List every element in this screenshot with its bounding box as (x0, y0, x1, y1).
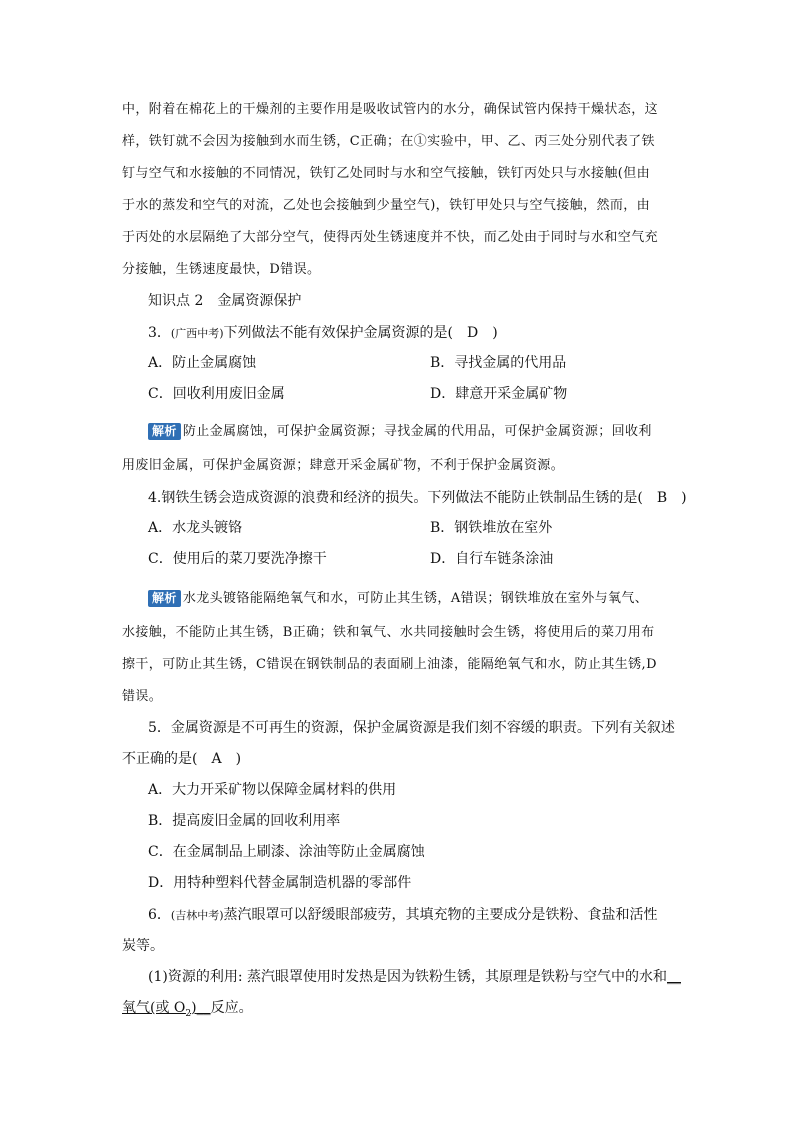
option-a: A．水龙头镀铬 (148, 520, 243, 536)
analysis-line: 用废旧金属，可保护金属资源；肆意开采金属矿物，不利于保护金属资源。 (122, 458, 565, 473)
analysis-line: 水接触，不能防止其生锈，B正确；铁和氧气、水共同接触时会生锈，将使用后的菜刀用布 (122, 625, 655, 640)
option-c: C．回收利用废旧金属 (148, 386, 285, 402)
explanation-line: 分接触，生锈速度最快，D错误。 (122, 262, 321, 277)
option-d: D．用特种塑料代替金属制造机器的零部件 (148, 875, 412, 891)
blank-tail: __ (196, 1000, 211, 1016)
analysis-line (148, 589, 648, 609)
sub1-text: (1)资源的利用: 蒸汽眼罩使用时发热是因为铁粉生锈，其原理是铁粉与空气中的水和 (148, 969, 667, 985)
analysis-badge: 解析 (148, 590, 181, 607)
option-a: A．防止金属腐蚀 (148, 355, 257, 371)
analysis-badge: 解析 (148, 423, 181, 440)
option-b: B．提高废旧金属的回收利用率 (148, 813, 341, 829)
question-3-stem (148, 323, 498, 344)
analysis-text: 防止金属腐蚀，可保护金属资源；寻找金属的代用品，可保护金属资源；回收利 (182, 424, 652, 439)
question-source: (吉林中考) (170, 909, 224, 922)
blank-lead: __ (667, 969, 681, 985)
option-c: C．在金属制品上刷漆、涂油等防止金属腐蚀 (148, 844, 425, 860)
explanation-line: 钉与空气和水接触的不同情况，铁钉乙处同时与水和空气接触，铁钉丙处只与水接触(但由 (122, 166, 651, 181)
question-5-stem-line2: 不正确的是( A ) (122, 751, 242, 767)
question-number: 6． (148, 907, 171, 923)
option-b: B．寻找金属的代用品 (430, 355, 567, 371)
question-text: 蒸汽眼罩可以舒缓眼部疲劳，其填充物的主要成分是铁粉、食盐和活性 (223, 907, 658, 923)
question-6-sub1-answer-line (122, 998, 253, 1024)
analysis-line (148, 422, 652, 442)
question-6-stem-line2: 炭等。 (122, 938, 164, 954)
question-number: 3． (148, 325, 171, 341)
explanation-line: 于水的蒸发和空气的对流，乙处也会接触到少量空气)，铁钉甲处只与空气接触，然而，由 (122, 198, 651, 213)
option-d: D．自行车链条涂油 (430, 551, 554, 567)
question-4-stem: 4.钢铁生锈会造成资源的浪费和经济的损失。下列做法不能防止铁制品生锈的是( B ) (148, 490, 687, 506)
option-a: A．大力开采矿物以保障金属材料的供用 (148, 782, 397, 798)
question-source: (广西中考) (170, 327, 224, 340)
explanation-line: 样，铁钉就不会因为接触到水而生锈，C正确；在①实验中，甲、乙、丙三处分别代表了铁 (122, 134, 655, 149)
section-title: 知识点 2 金属资源保护 (148, 293, 302, 309)
option-c: C．使用后的菜刀要洗净擦干 (148, 551, 327, 567)
sub1-end: 反应。 (210, 1000, 253, 1016)
answer-subscript: 2 (185, 1008, 192, 1019)
question-6-sub1 (148, 967, 681, 987)
option-d: D．肆意开采金属矿物 (430, 386, 568, 402)
analysis-line: 擦干，可防止其生锈，C错误在钢铁制品的表面刷上油漆，能隔绝氧气和水，防止其生锈,D (122, 657, 657, 672)
option-b: B．钢铁堆放在室外 (430, 520, 553, 536)
explanation-line: 中，附着在棉花上的干燥剂的主要作用是吸收试管内的水分，确保试管内保持干燥状态，这 (122, 102, 659, 117)
answer-text: 氧气(或 O (122, 1000, 186, 1016)
analysis-line: 错误。 (122, 689, 163, 704)
question-6-stem (148, 905, 658, 926)
question-5-stem-line1: 5．金属资源是不可再生的资源，保护金属资源是我们刻不容缓的职责。下列有关叙述 (148, 720, 675, 736)
answer-close: ) (191, 1000, 197, 1016)
analysis-text: 水龙头镀铬能隔绝氧气和水，可防止其生锈，A错误；钢铁堆放在室外与氧气、 (182, 591, 649, 606)
explanation-line: 于丙处的水层隔绝了大部分空气，使得丙处生锈速度并不快，而乙处由于同时与水和空气充 (122, 230, 659, 245)
question-text: 下列做法不能有效保护金属资源的是( D ) (223, 325, 498, 341)
fill-answer (122, 1000, 211, 1019)
